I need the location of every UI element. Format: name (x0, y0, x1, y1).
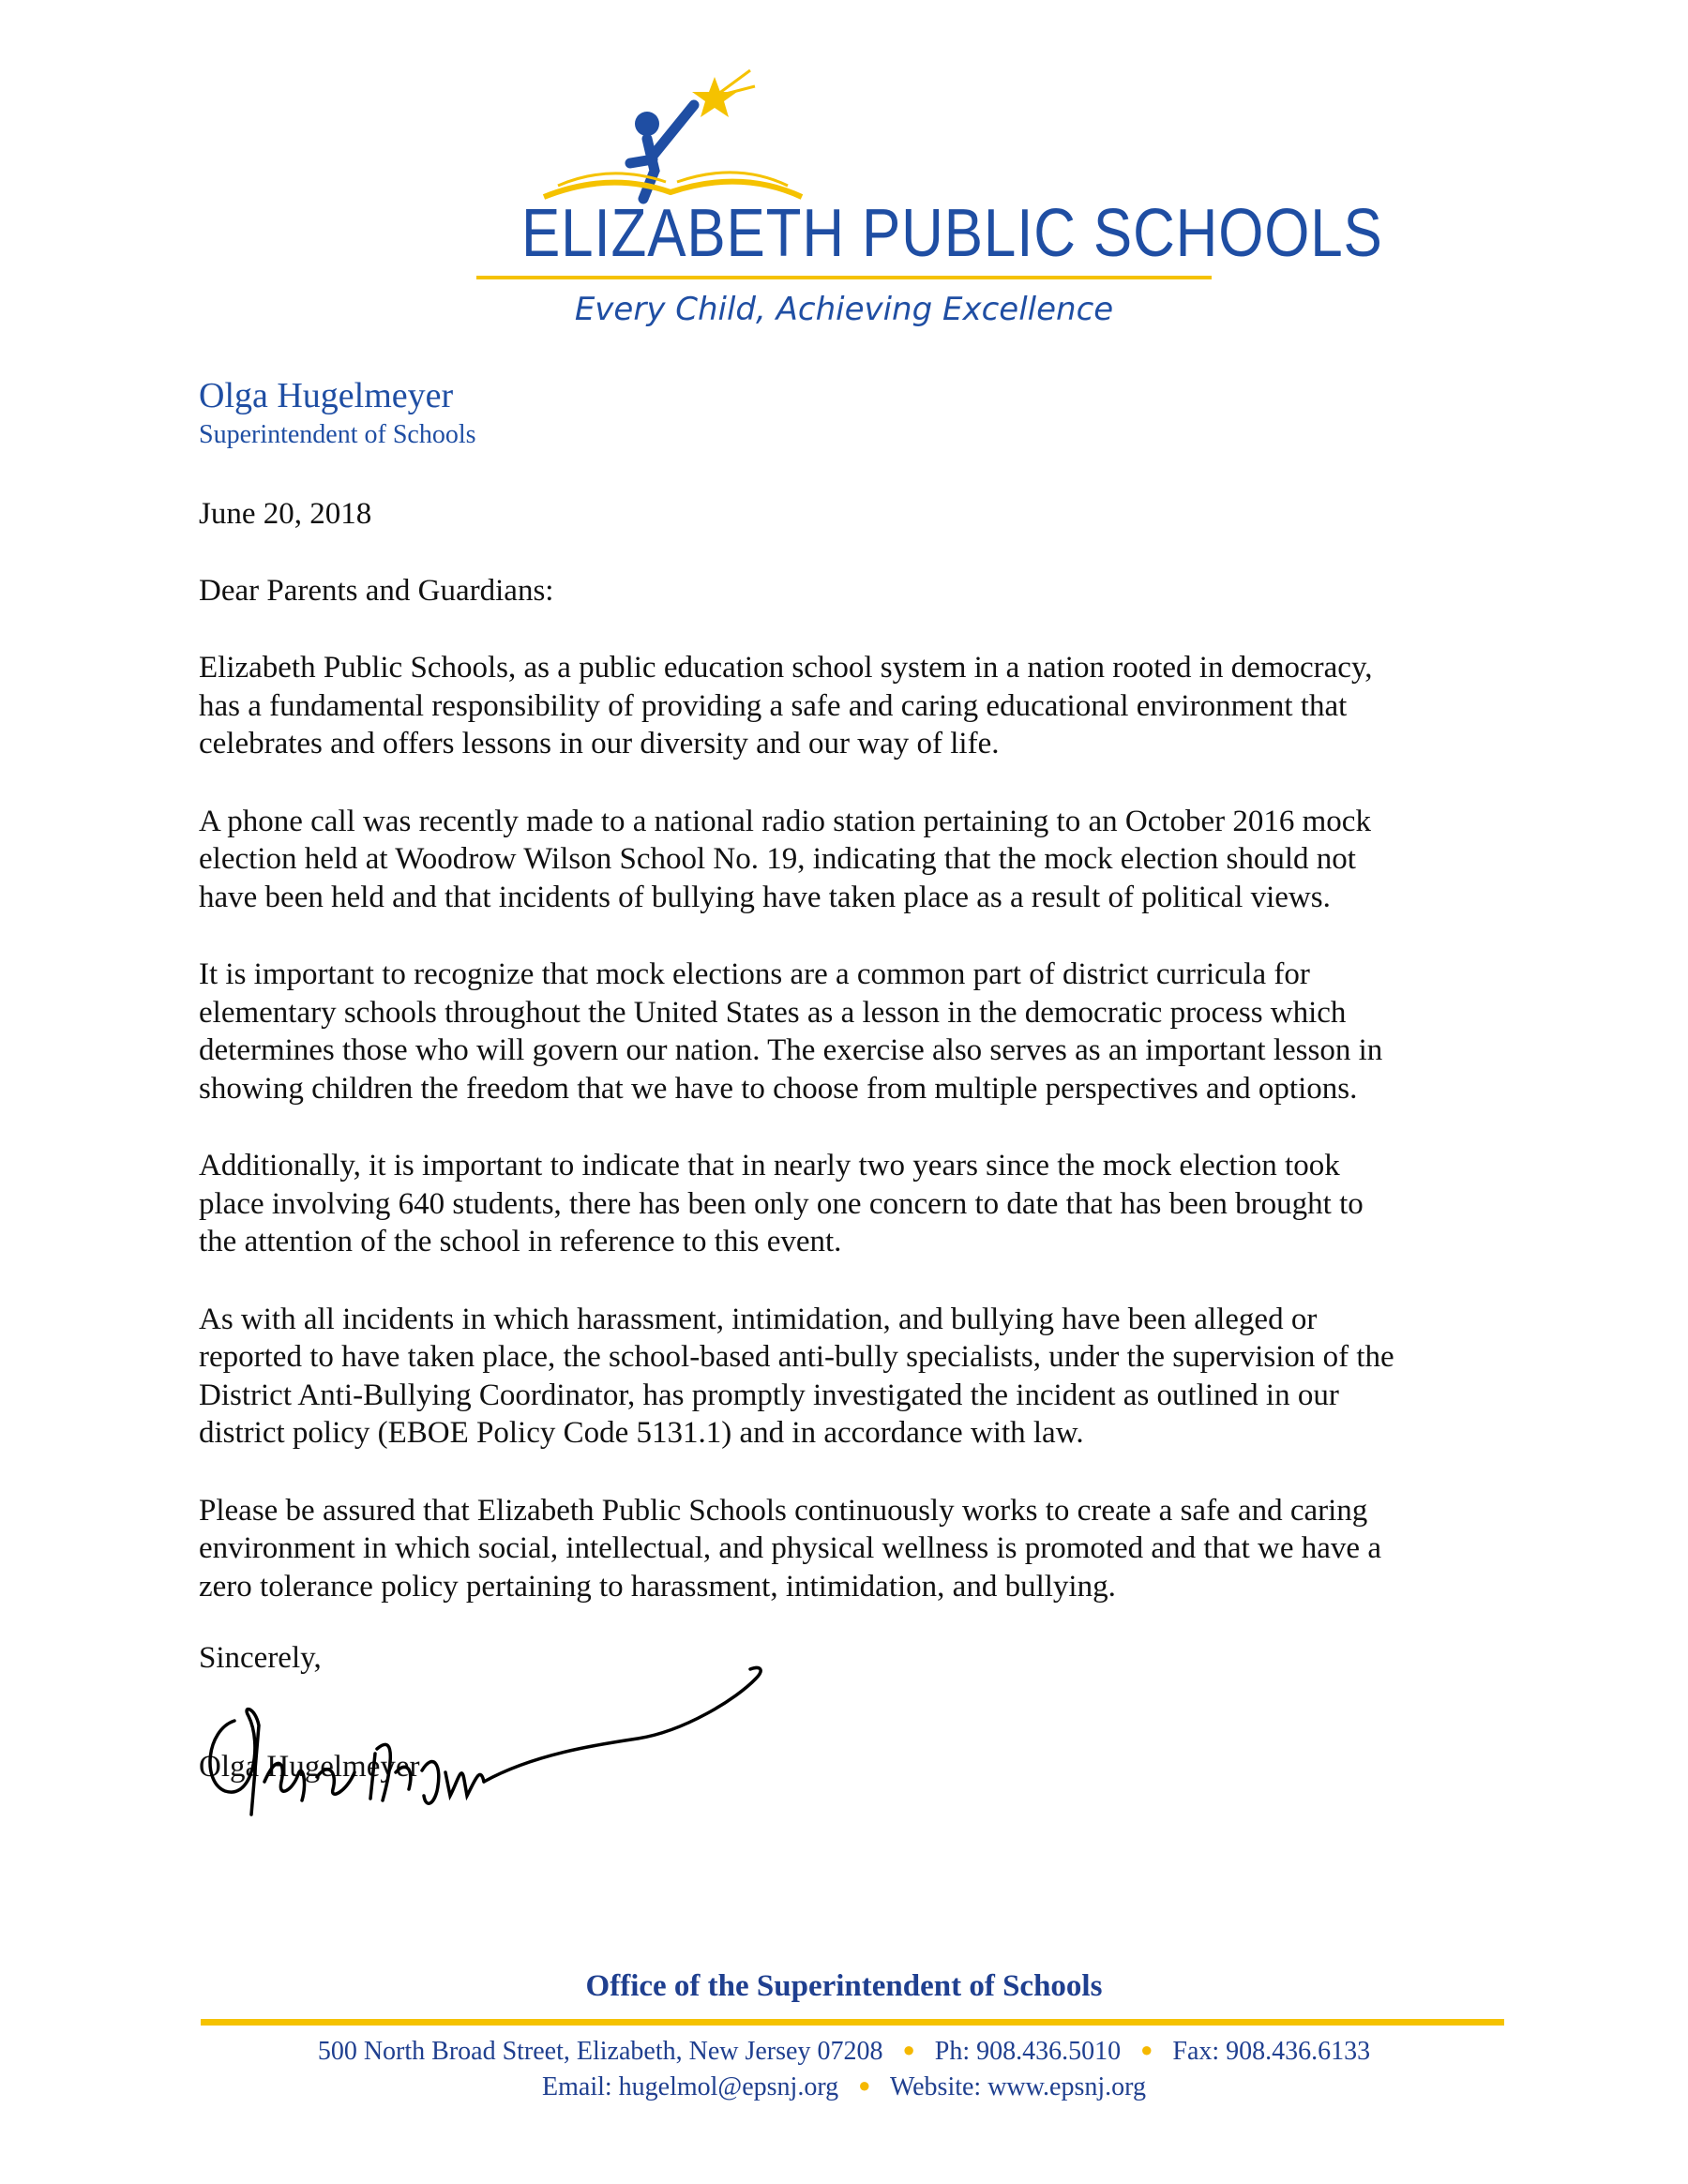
bullet-dot-icon: ● (902, 2038, 915, 2061)
footer-divider (201, 2019, 1504, 2026)
salutation: Dear Parents and Guardians: (199, 574, 554, 608)
text-line: As with all incidents in which harassment, intimidation, and bullying have been alleged or (199, 1302, 1318, 1336)
text-line: showing children the freedom that we have to choose from multiple perspectives and options. (199, 1071, 1358, 1106)
text-line: Elizabeth Public Schools, as a public education school system in a nation rooted in democracy, (199, 651, 1373, 685)
sender-name: Olga Hugelmeyer (199, 376, 454, 415)
bullet-dot-icon: ● (1140, 2038, 1153, 2061)
text-line: have been held and that incidents of bullying have taken place as a result of political views. (199, 880, 1331, 914)
footer-address: 500 North Broad Street, Elizabeth, New Jersey 07208 (317, 2037, 883, 2066)
footer-email: Email: hugelmol@epsnj.org (542, 2072, 839, 2101)
text-line: Additionally, it is important to indicate that in nearly two years since the mock election took (199, 1149, 1340, 1182)
letterhead-logo (469, 66, 1383, 347)
text-line: has a fundamental responsibility of providing a safe and caring educational environment that (199, 688, 1348, 723)
paragraph (199, 803, 1512, 917)
letter-date: June 20, 2018 (199, 497, 372, 531)
footer-website: Website: www.epsnj.org (889, 2072, 1146, 2101)
signed-name: Olga Hugelmeyer (199, 1750, 420, 1784)
text-line: It is important to recognize that mock elections are a common part of district curricula for (199, 957, 1310, 991)
handwritten-signature (197, 1641, 778, 1819)
text-line: A phone call was recently made to a national radio station pertaining to an October 2016 mock (199, 804, 1371, 838)
text-line: celebrates and offers lessons in our diversity and our way of life. (199, 727, 1000, 761)
text-line: environment in which social, intellectual, and physical wellness is promoted and that we have a (199, 1531, 1381, 1565)
text-line: zero tolerance policy pertaining to harassment, intimidation, and bullying. (199, 1569, 1116, 1604)
text-line: place involving 640 students, there has been only one concern to date that has been brought to (199, 1186, 1364, 1221)
sender-title: Superintendent of Schools (199, 420, 476, 449)
tagline: Every Child, Achieving Excellence (574, 291, 1114, 328)
text-line: district policy (EBOE Policy Code 5131.1) and in accordance with law. (199, 1416, 1084, 1450)
paragraph (199, 649, 1512, 763)
footer-fax: Fax: 908.436.6133 (1172, 2037, 1371, 2066)
footer-web-line (0, 2072, 1688, 2102)
closing: Sincerely, (199, 1641, 322, 1675)
footer-office-title: Office of the Superintendent of Schools (585, 1969, 1103, 2003)
organization-name: ELIZABETH PUBLIC SCHOOLS (521, 196, 1383, 271)
text-line: election held at Woodrow Wilson School No. 19, indicating that the mock election should not (199, 842, 1356, 876)
text-line: elementary schools throughout the United States as a lesson in the democratic process which (199, 995, 1347, 1030)
text-line: Please be assured that Elizabeth Public Schools continuously works to create a safe and caring (199, 1493, 1368, 1528)
paragraph (199, 956, 1512, 1107)
text-line: the attention of the school in reference to this event. (199, 1225, 842, 1258)
letter-body (199, 649, 1512, 1645)
paragraph (199, 1147, 1512, 1261)
text-line: District Anti-Bullying Coordinator, has promptly investigated the incident as outlined in our (199, 1378, 1339, 1412)
paragraph (199, 1492, 1512, 1606)
paragraph (199, 1301, 1512, 1453)
footer-phone: Ph: 908.436.5010 (934, 2037, 1122, 2066)
text-line: determines those who will govern our nation. The exercise also serves as an important lesson in (199, 1033, 1383, 1067)
text-line: reported to have taken place, the school-based anti-bully specialists, under the supervision of the (199, 1340, 1394, 1374)
bullet-dot-icon: ● (858, 2073, 871, 2097)
footer-contact-line (0, 2037, 1688, 2067)
